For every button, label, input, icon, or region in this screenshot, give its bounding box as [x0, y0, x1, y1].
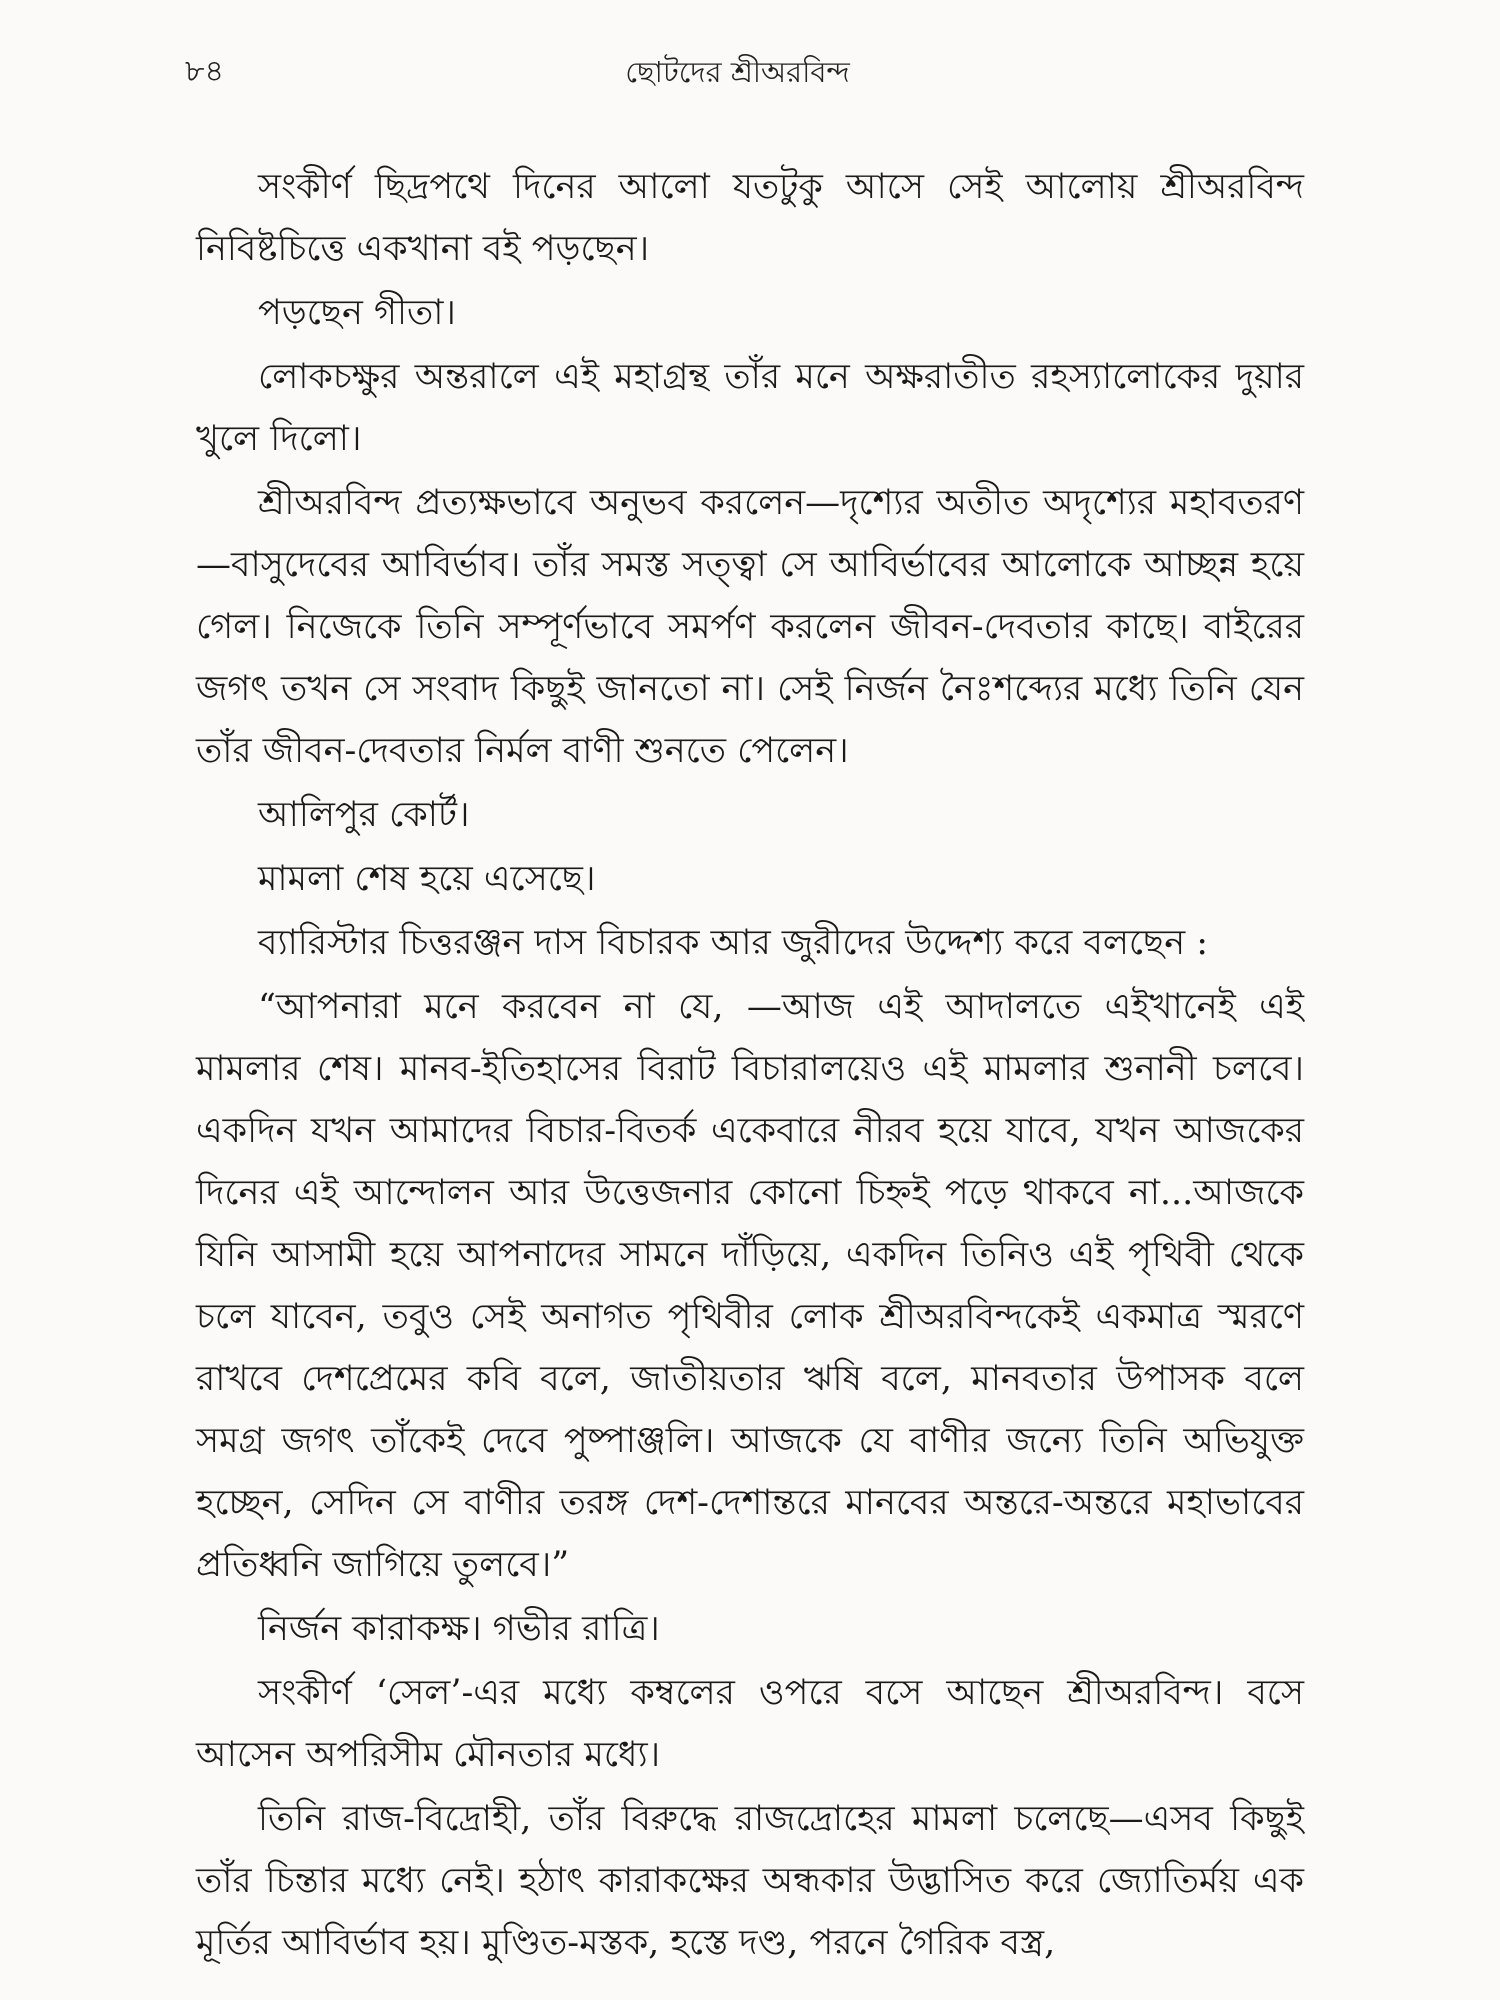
paragraph: সংকীর্ণ ‘সেল’-এর মধ্যে কম্বলের ওপরে বসে আছেন শ্রীঅরবিন্দ। বসে আসেন অপরিসীম মৌনতার মধ্যে।	[196, 1673, 1304, 1775]
paragraph: নির্জন কারাকক্ষ। গভীর রাত্রি।	[258, 1609, 660, 1649]
page-number: ৮৪	[185, 54, 224, 89]
quoted-speech-paragraph: “আপনারা মনে করবেন না যে, —আজ এই আদালতে এইখানেই এই মামলার শেষ। মানব-ইতিহাসের বিরাট বিচারালয়েও এই মামলার শুনানী চলবে। একদিন যখন আমাদের বিচার-বিতর্ক একেবারে নীরব হয়ে যাবে, যখন আজকের দিনের এই আন্দোলন আর উত্তেজনার কোনো চিহ্নই পড়ে থাকবে না...আজকে যিনি আসামী হয়ে আপনাদের সামনে দাঁড়িয়ে, একদিন তিনিও এই পৃথিবী থেকে চলে যাবেন, তবুও সেই অনাগত পৃথিবীর লোক শ্রীঅরবিন্দকেই একমাত্র স্মরণে রাখবে দেশপ্রেমের কবি বলে, জাতীয়তার ঋষি বলে, মানবতার উপাসক বলে সমগ্র জগৎ তাঁকেই দেবে পুষ্পাঞ্জলি। আজকে যে বাণীর জন্যে তিনি অভিযুক্ত হচ্ছেন, সেদিন সে বাণীর তরঙ্গ দেশ-দেশান্তরে মানবের অন্তরে-অন্তরে মহাভাবের প্রতিধ্বনি জাগিয়ে তুলবে।”	[196, 987, 1304, 1585]
paragraph: সংকীর্ণ ছিদ্রপথে দিনের আলো যতটুকু আসে সেই আলোয় শ্রীঅরবিন্দ নিবিষ্টচিত্তে একখানা বই পড়ছেন।	[196, 167, 1304, 269]
running-title: ছোটদের শ্রীঅরবিন্দ	[625, 55, 850, 89]
page-header	[185, 52, 1290, 102]
paragraph: পড়ছেন গীতা।	[258, 293, 456, 333]
paragraph: আলিপুর কোর্ট।	[258, 795, 470, 835]
body-text	[196, 156, 1304, 1976]
paragraph: ব্যারিস্টার চিত্তরঞ্জন দাস বিচারক আর জুরীদের উদ্দেশ্য করে বলছেন :	[258, 923, 1209, 963]
paragraph: শ্রীঅরবিন্দ প্রত্যক্ষভাবে অনুভব করলেন—দৃশ্যের অতীত অদৃশ্যের মহাবতরণ—বাসুদেবের আবির্ভাব। তাঁর সমস্ত সত্ত্বা সে আবির্ভাবের আলোকে আচ্ছন্ন হয়ে গেল। নিজেকে তিনি সম্পূর্ণভাবে সমর্পণ করলেন জীবন-দেবতার কাছে। বাইরের জগৎ তখন সে সংবাদ কিছুই জানতো না। সেই নির্জন নৈঃশব্দ্যের মধ্যে তিনি যেন তাঁর জীবন-দেবতার নির্মল বাণী শুনতে পেলেন।	[196, 483, 1304, 771]
paragraph: লোকচক্ষুর অন্তরালে এই মহাগ্রন্থ তাঁর মনে অক্ষরাতীত রহস্যালোকের দুয়ার খুলে দিলো।	[196, 357, 1304, 459]
paragraph: মামলা শেষ হয়ে এসেছে।	[258, 859, 596, 899]
paragraph: তিনি রাজ-বিদ্রোহী, তাঁর বিরুদ্ধে রাজদ্রোহের মামলা চলেছে—এসব কিছুই তাঁর চিন্তার মধ্যে নেই। হঠাৎ কারাকক্ষের অন্ধকার উদ্ভাসিত করে জ্যোতির্ময় এক মূর্তির আবির্ভাব হয়। মুণ্ডিত-মস্তক, হস্তে দণ্ড, পরনে গৈরিক বস্ত্র,	[196, 1799, 1304, 1963]
